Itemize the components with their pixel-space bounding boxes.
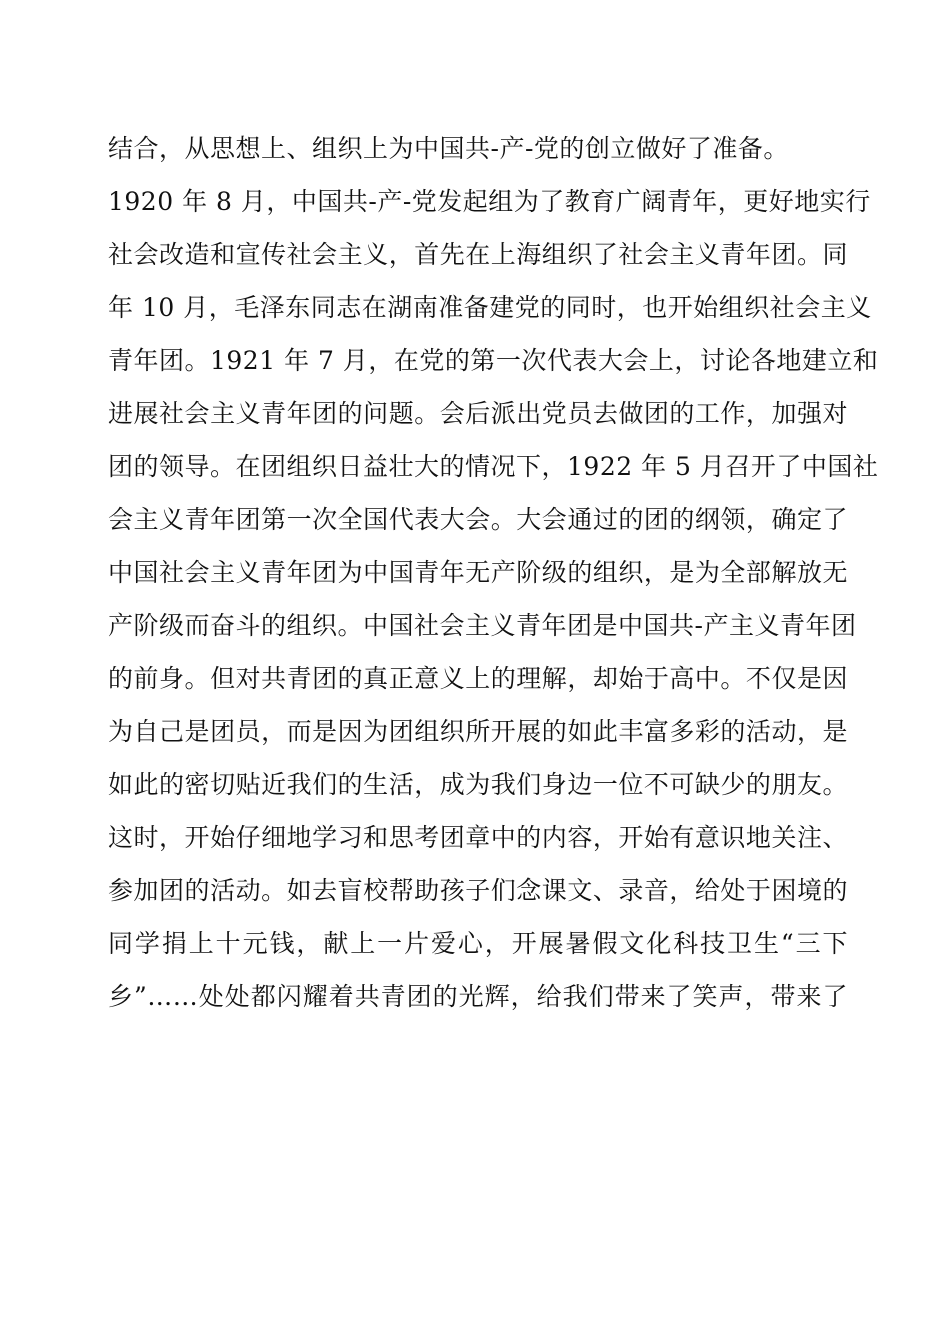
body-text — [108, 122, 879, 1023]
text-line: 社会改造和宣传社会主义，首先在上海组织了社会主义青年团。同 — [108, 240, 848, 269]
text-line: 的前身。但对共青团的真正意义上的理解，却始于高中。不仅是因 — [108, 664, 848, 693]
text-line: 会主义青年团第一次全国代表大会。大会通过的团的纲领，确定了 — [108, 505, 848, 534]
text-line: 结合，从思想上、组织上为中国共-产-党的创立做好了准备。 — [108, 134, 789, 163]
text-line: 产阶级而奋斗的组织。中国社会主义青年团是中国共-产主义青年团 — [108, 611, 857, 640]
text-line: 参加团的活动。如去盲校帮助孩子们念课文、录音，给处于困境的 — [108, 876, 848, 905]
text-line: 青年团。1921 年 7 月，在党的第一次代表大会上，讨论各地建立和 — [108, 346, 879, 375]
text-line: 中国社会主义青年团为中国青年无产阶级的组织，是为全部解放无 — [108, 558, 848, 587]
text-line: 1920 年 8 月，中国共-产-党发起组为了教育广阔青年，更好地实行 — [108, 187, 871, 216]
text-line: 如此的密切贴近我们的生活，成为我们身边一位不可缺少的朋友。 — [108, 770, 848, 799]
text-line: 年 10 月，毛泽东同志在湖南准备建党的同时，也开始组织社会主义 — [108, 293, 872, 322]
text-line: 这时，开始仔细地学习和思考团章中的内容，开始有意识地关注、 — [108, 823, 848, 852]
text-line: 乡”……处处都闪耀着共青团的光辉，给我们带来了笑声，带来了 — [108, 982, 848, 1011]
text-line: 团的领导。在团组织日益壮大的情况下，1922 年 5 月召开了中国社 — [108, 452, 879, 481]
text-line: 为自己是团员，而是因为团组织所开展的如此丰富多彩的活动，是 — [108, 717, 848, 746]
text-line: 进展社会主义青年团的问题。会后派出党员去做团的工作，加强对 — [108, 399, 848, 428]
text-line: 同学捐上十元钱，献上一片爱心，开展暑假文化科技卫生“三下 — [108, 929, 848, 958]
